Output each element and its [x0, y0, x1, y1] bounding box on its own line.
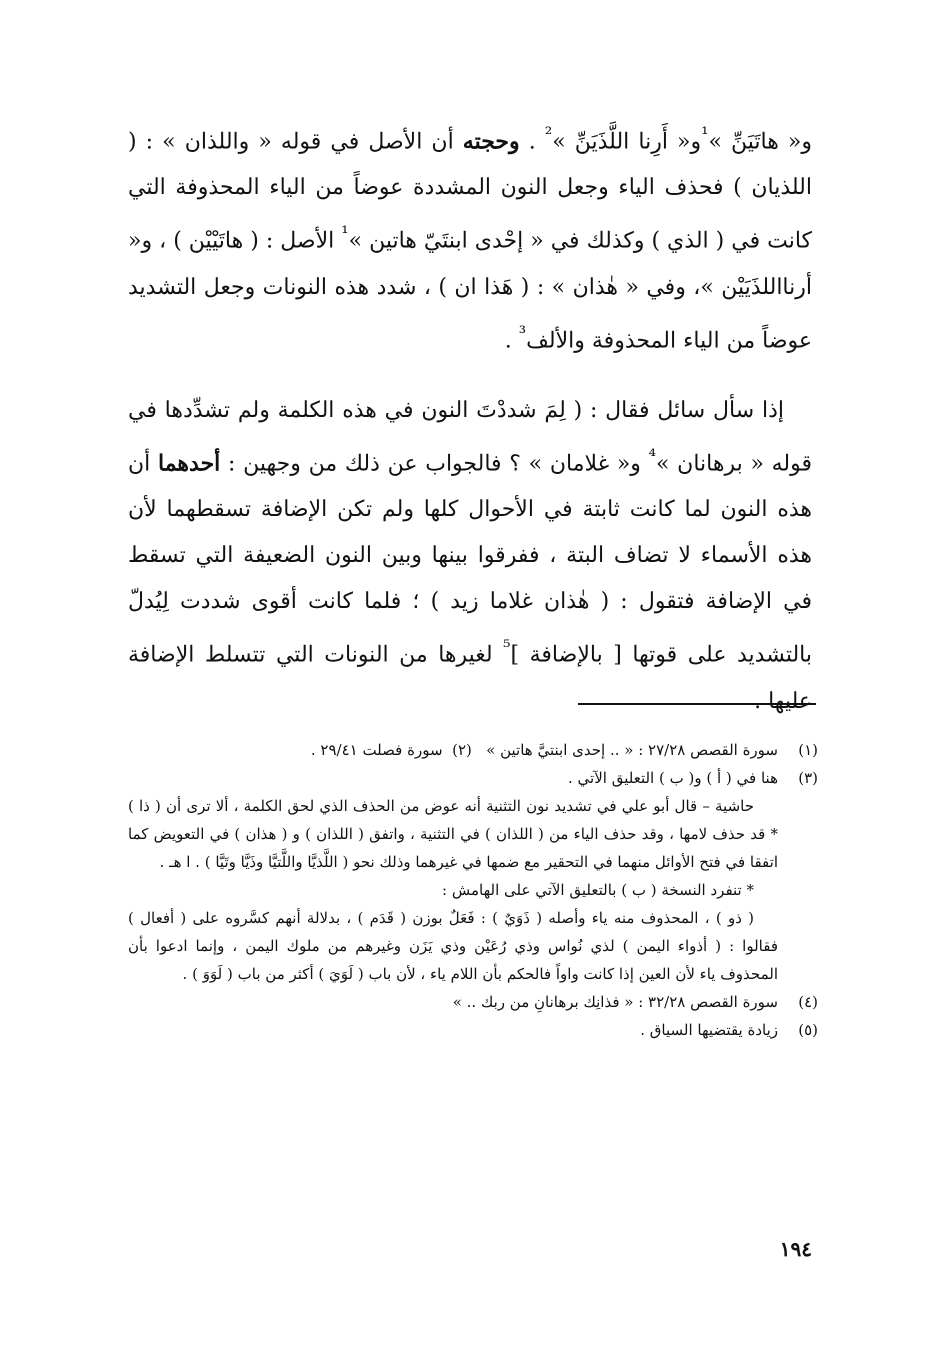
gloss-abu-ali: حاشية – قال أبو علي في تشديد نون التثنية أنه عوض من الحذف الذي لحق الكلمة ، ألا ترى أن ( ذا ) * قد حذف لامها ، وقد حذف الياء من ( اللذان ) في التثنية ، واتفق ( اللذان ) و ( هذان ) في التعويض كما اتفقا في فتح الأوائل منهما في التحقير مع ضمها في غيرهما وذلك نحو ( اللَّذيَّا واللَّتيَّا وذَيَّا وتَيَّا ) . ا هـ . — [128, 797, 778, 871]
footnote-4: (٤) سورة القصص ٣٢/٢٨ : « فذانِك برهانانِ من ربك .. » — [128, 988, 818, 1016]
footnote-1-2: (١) سورة القصص ٢٧/٢٨ : « .. إحدى ابنتيَّ هاتين » (٢) سورة فصلت ٢٩/٤١ . — [128, 736, 818, 764]
bold-term: وحجته — [462, 128, 520, 155]
main-text — [128, 112, 812, 725]
footnotes — [128, 736, 818, 1044]
footnote-number: (١) — [798, 741, 818, 759]
bold-term: أحدهما — [158, 450, 221, 477]
footnote-5: (٥) زيادة يقتضيها السياق . — [128, 1016, 818, 1044]
footnote-ref: ³ — [518, 322, 527, 344]
footnote-number: (٢) — [452, 741, 472, 759]
paragraph-2: إذا سأل سائل فقال : ( لِمَ شددْتَ النون في هذه الكلمة ولم تشدِّدها في قوله « برهانان »$^{^4}$ و« غلامان » ؟ فالجواب عن ذلك من وجهين : أحدهما أن هذه النون لما كانت ثابتة في الأحوال كلها ولم تكن الإضافة تسقطهما لأن هذه الأسماء لا تضاف البتة ، ففرقوا بينها وبين النون الضعيفة التي تسقط في الإضافة فتقول : ( هٰذان غلاما زيد ) ؛ فلما كانت أقوى شددت لِيُدلّ بالتشديد على قوتها [ بالإضافة ]$^{^5}$ لغيرها من النونات التي تتسلط الإضافة عليها . — [128, 397, 813, 714]
footnote-ref: ² — [544, 124, 553, 145]
footnote-ref: ¹ — [701, 124, 709, 145]
footnote-number: (٥) — [798, 1021, 818, 1039]
paragraph-1: و« هاتَيَنِّ »$^{^1}$و« أَرِنا اللَّذَيَنِّ »$^{^2}$ . وحجته أن الأصل في قوله « واللذان » : ( اللذيان ) فحذف الياء وجعل النون المشددة عوضاً من الياء المحذوفة التي كانت في ( الذي ) وكذلك في « إحْدى ابنتَيّ هاتين »$^{^1}$ الأصل : ( هاتَيْيْن ) ، و« أرنااللذَيَيْن »، وفي « هٰذان » : ( هَذا ان ) ، شدد هذه النونات وجعل التشديد عوضاً من الياء المحذوفة والألف$^{^3}$ . — [128, 124, 813, 353]
page-number: ١٩٤ — [779, 1237, 812, 1261]
footnote-number: (٤) — [798, 993, 818, 1011]
footnote-ref: ⁵ — [503, 637, 511, 659]
footnote-number: (٣) — [798, 769, 818, 787]
footnote-ref: ⁴ — [648, 445, 656, 467]
gloss-manuscript-note: * تنفرد النسخة ( ب ) بالتعليق الآتي على الهامش : — [442, 881, 754, 899]
footnote-separator — [578, 703, 816, 705]
gloss-dhu: ( ذو ) ، المحذوف منه ياء وأصله ( ذَوَيٌ ) : فَعَلٌ بوزن ( قَدَم ) ، بدلالة أنهم كسَّروه على ( أفعال ) فقالوا : ( أذواء اليمن ) لذي نُواس وذي رُعَيْن وذي يَزَن وغيرهم من ملوك اليمن ، وإنما ادعوا بأن المحذوف ياء لأن العين إذا كانت واواً فالحكم بأن اللام ياء ، لأن باب ( لَوَيَ ) أكثر من باب ( لَوَوَ ) . — [128, 909, 778, 983]
footnote-3: (٣) هنا في ( أ ) و( ب ) التعليق الآتي . — [128, 764, 818, 792]
footnote-ref: ¹ — [341, 223, 349, 245]
